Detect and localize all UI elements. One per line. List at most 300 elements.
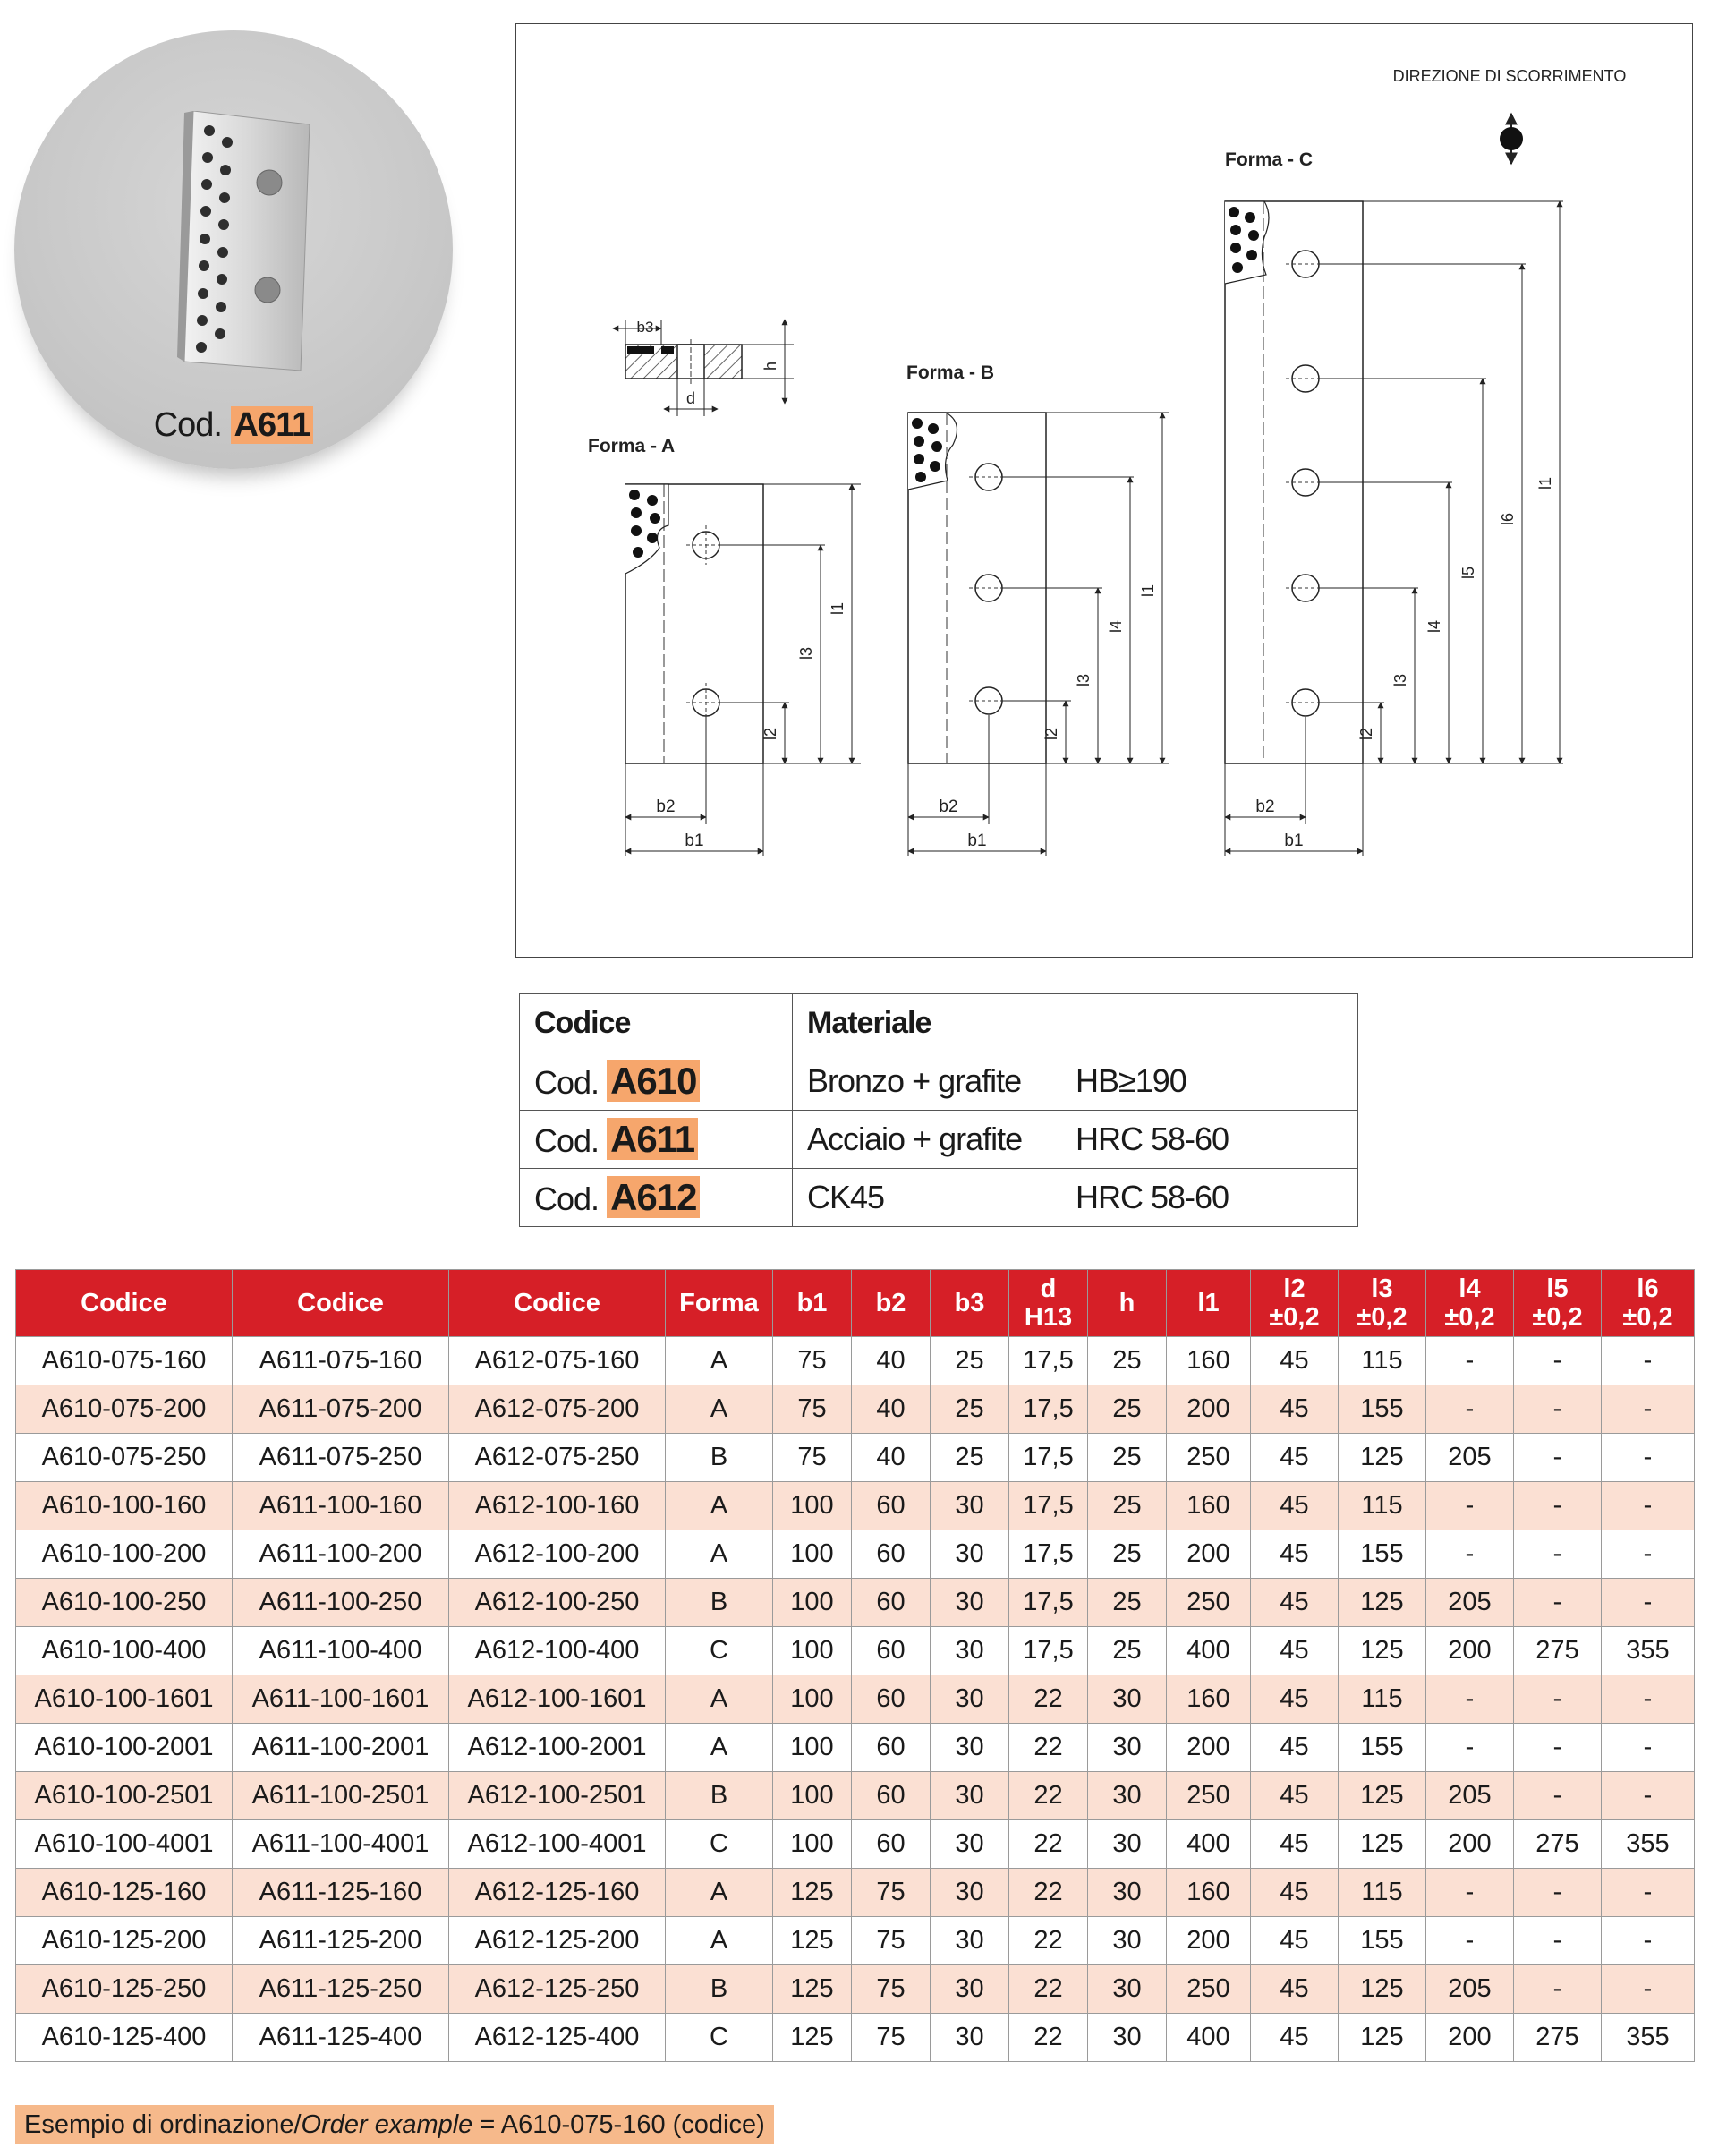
table-cell: 22 xyxy=(1009,1675,1088,1724)
table-cell: 160 xyxy=(1167,1337,1251,1385)
table-cell: 250 xyxy=(1167,1579,1251,1627)
form-a-title: Forma - A xyxy=(588,436,676,456)
table-cell: 60 xyxy=(852,1675,931,1724)
table-row xyxy=(16,1869,1695,1917)
table-cell: 60 xyxy=(852,1482,931,1530)
table-cell: 400 xyxy=(1167,1820,1251,1869)
table-cell: - xyxy=(1514,1530,1602,1579)
table-cell: 60 xyxy=(852,1530,931,1579)
table-cell: 115 xyxy=(1339,1869,1426,1917)
table-row xyxy=(16,1385,1695,1434)
table-header-text: l1 xyxy=(1197,1289,1220,1317)
table-cell: - xyxy=(1602,1482,1695,1530)
table-cell: 30 xyxy=(1088,2014,1167,2062)
table-cell: 200 xyxy=(1167,1530,1251,1579)
table-cell: 17,5 xyxy=(1009,1385,1088,1434)
table-header-text: Codice xyxy=(81,1289,167,1317)
table-row xyxy=(16,1434,1695,1482)
table-cell: 30 xyxy=(931,1820,1009,1869)
table-cell: - xyxy=(1602,1434,1695,1482)
table-cell: A610-100-250 xyxy=(16,1579,233,1627)
table-cell: - xyxy=(1602,1869,1695,1917)
table-cell: A612-100-4001 xyxy=(449,1820,666,1869)
table-cell: 125 xyxy=(773,1917,852,1965)
material-code-prefix: Cod. xyxy=(534,1122,600,1159)
table-cell: 30 xyxy=(931,1772,1009,1820)
table-cell: 22 xyxy=(1009,1724,1088,1772)
product-photo-disc xyxy=(14,30,453,469)
form-a-dim-b2: b2 xyxy=(656,797,676,816)
table-cell: 100 xyxy=(773,1482,852,1530)
table-cell: 250 xyxy=(1167,1772,1251,1820)
table-cell: 75 xyxy=(773,1337,852,1385)
table-cell: 25 xyxy=(931,1337,1009,1385)
order-example-label: Esempio di ordinazione/ xyxy=(24,2110,302,2139)
table-cell: - xyxy=(1514,1337,1602,1385)
table-header-cell xyxy=(852,1270,931,1337)
table-cell: 125 xyxy=(1339,1965,1426,2014)
table-header-cell xyxy=(1009,1270,1088,1337)
table-header-cell xyxy=(1088,1270,1167,1337)
section-view xyxy=(613,319,794,416)
table-cell: 125 xyxy=(1339,1820,1426,1869)
material-hardness: HRC 58-60 xyxy=(1076,1179,1229,1215)
table-cell: 115 xyxy=(1339,1482,1426,1530)
table-cell: 200 xyxy=(1167,1917,1251,1965)
table-cell: 100 xyxy=(773,1579,852,1627)
table-cell: A610-100-200 xyxy=(16,1530,233,1579)
table-cell: 25 xyxy=(1088,1434,1167,1482)
table-cell: A612-125-160 xyxy=(449,1869,666,1917)
technical-drawing xyxy=(515,23,1693,958)
table-header-text: ±0,2 xyxy=(1622,1303,1673,1332)
product-code: A611 xyxy=(231,406,314,444)
table-row xyxy=(16,1772,1695,1820)
table-cell: C xyxy=(666,2014,773,2062)
table-cell: 17,5 xyxy=(1009,1434,1088,1482)
table-cell: A611-125-250 xyxy=(233,1965,449,2014)
table-cell: A612-100-160 xyxy=(449,1482,666,1530)
table-cell: 125 xyxy=(1339,1772,1426,1820)
material-name: CK45 xyxy=(807,1179,885,1215)
table-cell: A xyxy=(666,1530,773,1579)
table-cell: 30 xyxy=(1088,1675,1167,1724)
table-cell: A612-125-250 xyxy=(449,1965,666,2014)
table-cell: 45 xyxy=(1251,1530,1339,1579)
table-header-cell xyxy=(1339,1270,1426,1337)
table-cell: - xyxy=(1514,1724,1602,1772)
table-cell: A611-075-160 xyxy=(233,1337,449,1385)
form-a-dim-b1: b1 xyxy=(685,831,704,850)
table-cell: A612-075-160 xyxy=(449,1337,666,1385)
table-cell: 155 xyxy=(1339,1917,1426,1965)
table-cell: 30 xyxy=(931,2014,1009,2062)
table-header-text: l3 xyxy=(1371,1274,1393,1303)
table-header-text: d xyxy=(1040,1274,1057,1303)
table-cell: 75 xyxy=(773,1385,852,1434)
table-cell: - xyxy=(1514,1675,1602,1724)
table-cell: 45 xyxy=(1251,1579,1339,1627)
table-cell: 60 xyxy=(852,1724,931,1772)
table-cell: 75 xyxy=(852,1869,931,1917)
table-cell: A610-100-1601 xyxy=(16,1675,233,1724)
table-cell: 22 xyxy=(1009,1869,1088,1917)
table-cell: 115 xyxy=(1339,1675,1426,1724)
table-row xyxy=(16,1820,1695,1869)
table-cell: 200 xyxy=(1167,1385,1251,1434)
table-cell: A611-125-200 xyxy=(233,1917,449,1965)
table-header-text: ±0,2 xyxy=(1357,1303,1408,1332)
form-b-dim-b1: b1 xyxy=(967,831,987,850)
material-row xyxy=(520,1111,1358,1169)
table-cell: 30 xyxy=(931,1917,1009,1965)
table-cell: 125 xyxy=(773,2014,852,2062)
table-header-text: ±0,2 xyxy=(1532,1303,1583,1332)
material-table xyxy=(519,993,1358,1227)
table-cell: 30 xyxy=(931,1579,1009,1627)
dim-b3: b3 xyxy=(636,319,654,336)
table-cell: 25 xyxy=(1088,1579,1167,1627)
material-code-cell xyxy=(520,1052,793,1111)
material-name: Acciaio + grafite xyxy=(807,1121,1023,1157)
table-cell: A610-075-250 xyxy=(16,1434,233,1482)
table-header-cell xyxy=(1426,1270,1514,1337)
material-cell xyxy=(793,1169,1358,1227)
table-cell: - xyxy=(1602,1579,1695,1627)
table-cell: 275 xyxy=(1514,1820,1602,1869)
table-cell: A611-100-400 xyxy=(233,1627,449,1675)
table-cell: 30 xyxy=(1088,1869,1167,1917)
table-cell: 30 xyxy=(931,1869,1009,1917)
table-cell: 40 xyxy=(852,1337,931,1385)
table-header-row xyxy=(16,1270,1695,1337)
table-cell: 125 xyxy=(1339,1627,1426,1675)
material-header-row xyxy=(520,994,1358,1052)
table-cell: 100 xyxy=(773,1627,852,1675)
table-cell: 25 xyxy=(1088,1482,1167,1530)
form-b-dim-l2: l2 xyxy=(1042,727,1060,740)
material-code: A611 xyxy=(607,1118,698,1160)
table-cell: 200 xyxy=(1426,2014,1514,2062)
table-row xyxy=(16,1482,1695,1530)
direction-arrow-icon xyxy=(1500,114,1523,164)
table-cell: 155 xyxy=(1339,1385,1426,1434)
form-c-dim-l2: l2 xyxy=(1357,727,1375,740)
table-cell: 45 xyxy=(1251,1675,1339,1724)
form-c-title: Forma - C xyxy=(1225,149,1314,170)
table-cell: 25 xyxy=(1088,1530,1167,1579)
table-cell: A612-100-250 xyxy=(449,1579,666,1627)
table-cell: 45 xyxy=(1251,1772,1339,1820)
direction-label: DIREZIONE DI SCORRIMENTO xyxy=(1392,67,1627,85)
dim-d: d xyxy=(685,389,696,407)
table-cell: A612-100-2501 xyxy=(449,1772,666,1820)
table-cell: A611-100-1601 xyxy=(233,1675,449,1724)
form-b-dim-l1: l1 xyxy=(1139,584,1157,597)
material-code-cell xyxy=(520,1111,793,1169)
table-cell: 60 xyxy=(852,1820,931,1869)
table-cell: 40 xyxy=(852,1385,931,1434)
form-b-dim-l4: l4 xyxy=(1107,619,1125,633)
material-cell xyxy=(793,1052,1358,1111)
table-cell: B xyxy=(666,1772,773,1820)
table-cell: - xyxy=(1514,1772,1602,1820)
table-row xyxy=(16,1627,1695,1675)
table-cell: 45 xyxy=(1251,1965,1339,2014)
table-header-cell xyxy=(773,1270,852,1337)
table-cell: 22 xyxy=(1009,1820,1088,1869)
table-cell: 355 xyxy=(1602,2014,1695,2062)
table-cell: 17,5 xyxy=(1009,1337,1088,1385)
table-cell: B xyxy=(666,1434,773,1482)
table-cell: 205 xyxy=(1426,1579,1514,1627)
table-cell: 25 xyxy=(1088,1337,1167,1385)
table-cell: A610-125-200 xyxy=(16,1917,233,1965)
form-c-dim-l4: l4 xyxy=(1425,619,1443,633)
table-row xyxy=(16,1917,1695,1965)
table-cell: 30 xyxy=(931,1724,1009,1772)
table-cell: - xyxy=(1602,1917,1695,1965)
table-cell: 155 xyxy=(1339,1724,1426,1772)
table-header-text: l5 xyxy=(1546,1274,1569,1303)
table-cell: 160 xyxy=(1167,1482,1251,1530)
material-code: A612 xyxy=(607,1176,700,1218)
table-cell: - xyxy=(1426,1675,1514,1724)
table-row xyxy=(16,2014,1695,2062)
table-cell: A612-100-200 xyxy=(449,1530,666,1579)
table-cell: - xyxy=(1426,1482,1514,1530)
table-cell: A xyxy=(666,1385,773,1434)
table-cell: 17,5 xyxy=(1009,1530,1088,1579)
table-cell: 17,5 xyxy=(1009,1482,1088,1530)
table-cell: - xyxy=(1514,1579,1602,1627)
table-cell: 45 xyxy=(1251,1869,1339,1917)
material-cell xyxy=(793,1111,1358,1169)
table-cell: - xyxy=(1602,1337,1695,1385)
table-cell: 75 xyxy=(773,1434,852,1482)
dimensions-table xyxy=(15,1269,1695,2062)
table-cell: 160 xyxy=(1167,1675,1251,1724)
table-cell: 30 xyxy=(1088,1965,1167,2014)
table-cell: - xyxy=(1602,1772,1695,1820)
table-cell: - xyxy=(1426,1385,1514,1434)
order-example-value: = A610-075-160 (codice) xyxy=(472,2110,765,2139)
table-cell: 45 xyxy=(1251,1917,1339,1965)
order-example xyxy=(15,2105,774,2144)
table-cell: 75 xyxy=(852,2014,931,2062)
table-cell: A612-100-400 xyxy=(449,1627,666,1675)
table-header-text: ±0,2 xyxy=(1444,1303,1495,1332)
table-cell: 250 xyxy=(1167,1965,1251,2014)
table-cell: A611-075-200 xyxy=(233,1385,449,1434)
table-cell: A611-100-160 xyxy=(233,1482,449,1530)
drawing-canvas xyxy=(516,24,1694,959)
table-cell: 60 xyxy=(852,1772,931,1820)
dim-h: h xyxy=(761,361,779,371)
table-header-cell xyxy=(233,1270,449,1337)
table-cell: 250 xyxy=(1167,1434,1251,1482)
table-header-text: ±0,2 xyxy=(1269,1303,1320,1332)
table-cell: - xyxy=(1426,1869,1514,1917)
table-cell: 155 xyxy=(1339,1530,1426,1579)
table-cell: 75 xyxy=(852,1965,931,2014)
form-c-dim-b2: b2 xyxy=(1255,797,1275,816)
table-cell: 200 xyxy=(1167,1724,1251,1772)
table-cell: 25 xyxy=(1088,1385,1167,1434)
table-cell: - xyxy=(1514,1385,1602,1434)
table-cell: A610-100-4001 xyxy=(16,1820,233,1869)
table-header-cell xyxy=(1514,1270,1602,1337)
plate-photo xyxy=(175,111,310,379)
form-a-dim-l3: l3 xyxy=(797,646,815,660)
table-cell: 45 xyxy=(1251,1337,1339,1385)
table-cell: - xyxy=(1602,1965,1695,2014)
table-body xyxy=(16,1337,1695,2062)
form-a-dim-l1: l1 xyxy=(829,601,846,615)
form-c-drawing xyxy=(1225,149,1563,856)
form-c-dim-l3: l3 xyxy=(1391,673,1409,686)
table-header-text: Codice xyxy=(514,1289,600,1317)
table-header-text: l6 xyxy=(1637,1274,1659,1303)
material-hardness: HRC 58-60 xyxy=(1076,1121,1229,1157)
table-cell: A xyxy=(666,1482,773,1530)
table-cell: A610-075-200 xyxy=(16,1385,233,1434)
table-cell: B xyxy=(666,1579,773,1627)
table-cell: A xyxy=(666,1917,773,1965)
product-code-label xyxy=(14,406,453,445)
table-header-cell xyxy=(1167,1270,1251,1337)
table-cell: A610-125-400 xyxy=(16,2014,233,2062)
table-cell: A610-125-250 xyxy=(16,1965,233,2014)
table-cell: 160 xyxy=(1167,1869,1251,1917)
table-cell: 22 xyxy=(1009,1965,1088,2014)
table-cell: A611-100-2501 xyxy=(233,1772,449,1820)
table-cell: A610-100-2001 xyxy=(16,1724,233,1772)
table-cell: 100 xyxy=(773,1820,852,1869)
table-cell: A611-100-2001 xyxy=(233,1724,449,1772)
table-cell: 355 xyxy=(1602,1627,1695,1675)
table-cell: - xyxy=(1602,1675,1695,1724)
form-b-dim-l3: l3 xyxy=(1075,673,1093,686)
table-cell: 355 xyxy=(1602,1820,1695,1869)
table-cell: 200 xyxy=(1426,1627,1514,1675)
table-header-cell xyxy=(1251,1270,1339,1337)
material-code-prefix: Cod. xyxy=(534,1064,600,1101)
table-cell: 30 xyxy=(1088,1724,1167,1772)
table-cell: - xyxy=(1514,1482,1602,1530)
table-cell: A611-100-200 xyxy=(233,1530,449,1579)
table-cell: 75 xyxy=(852,1917,931,1965)
table-cell: 115 xyxy=(1339,1337,1426,1385)
table-cell: 30 xyxy=(931,1482,1009,1530)
table-cell: - xyxy=(1426,1724,1514,1772)
product-code-prefix: Cod. xyxy=(153,406,222,444)
table-cell: 45 xyxy=(1251,1724,1339,1772)
table-cell: 100 xyxy=(773,1724,852,1772)
form-c-dim-b1: b1 xyxy=(1284,831,1304,850)
form-c-dim-l6: l6 xyxy=(1499,512,1517,525)
table-cell: 100 xyxy=(773,1530,852,1579)
material-hardness: HB≥190 xyxy=(1076,1062,1186,1099)
table-row xyxy=(16,1579,1695,1627)
table-cell: 45 xyxy=(1251,1434,1339,1482)
table-cell: A612-125-400 xyxy=(449,2014,666,2062)
table-cell: 45 xyxy=(1251,2014,1339,2062)
table-cell: 125 xyxy=(773,1869,852,1917)
material-row xyxy=(520,1052,1358,1111)
table-cell: - xyxy=(1514,1917,1602,1965)
form-b-dim-b2: b2 xyxy=(939,797,958,816)
table-cell: A612-100-1601 xyxy=(449,1675,666,1724)
table-row xyxy=(16,1965,1695,2014)
table-cell: C xyxy=(666,1820,773,1869)
table-cell: 275 xyxy=(1514,1627,1602,1675)
table-header-cell xyxy=(931,1270,1009,1337)
table-cell: 200 xyxy=(1426,1820,1514,1869)
table-cell: - xyxy=(1426,1530,1514,1579)
table-cell: 45 xyxy=(1251,1627,1339,1675)
table-cell: 205 xyxy=(1426,1434,1514,1482)
material-code-prefix: Cod. xyxy=(534,1180,600,1217)
table-cell: - xyxy=(1602,1530,1695,1579)
table-header-text: b1 xyxy=(796,1289,828,1317)
table-cell: 40 xyxy=(852,1434,931,1482)
form-c-dim-l5: l5 xyxy=(1459,566,1477,579)
table-cell: C xyxy=(666,1627,773,1675)
table-cell: - xyxy=(1426,1337,1514,1385)
table-header-text: H13 xyxy=(1024,1303,1073,1332)
order-example-label-italic: Order example xyxy=(301,2110,473,2139)
material-code: A610 xyxy=(607,1060,700,1102)
material-row xyxy=(520,1169,1358,1227)
table-cell: A612-075-200 xyxy=(449,1385,666,1434)
table-cell: A xyxy=(666,1724,773,1772)
table-header-cell xyxy=(666,1270,773,1337)
table-cell: A611-100-4001 xyxy=(233,1820,449,1869)
table-cell: 30 xyxy=(931,1965,1009,2014)
table-cell: 30 xyxy=(1088,1772,1167,1820)
table-row xyxy=(16,1724,1695,1772)
table-cell: - xyxy=(1514,1434,1602,1482)
table-cell: A610-075-160 xyxy=(16,1337,233,1385)
table-cell: 400 xyxy=(1167,1627,1251,1675)
table-cell: 17,5 xyxy=(1009,1627,1088,1675)
table-header-text: l2 xyxy=(1283,1274,1306,1303)
table-cell: 100 xyxy=(773,1675,852,1724)
table-cell: A xyxy=(666,1869,773,1917)
table-cell: - xyxy=(1602,1385,1695,1434)
table-header-text: Forma xyxy=(679,1289,759,1317)
table-header-text: b2 xyxy=(875,1289,906,1317)
material-code-cell xyxy=(520,1169,793,1227)
table-cell: 205 xyxy=(1426,1772,1514,1820)
table-cell: A610-100-160 xyxy=(16,1482,233,1530)
table-cell: 60 xyxy=(852,1627,931,1675)
table-cell: - xyxy=(1514,1965,1602,2014)
table-cell: 45 xyxy=(1251,1820,1339,1869)
table-cell: A611-075-250 xyxy=(233,1434,449,1482)
table-row xyxy=(16,1675,1695,1724)
form-a-drawing xyxy=(588,436,861,856)
table-cell: 25 xyxy=(931,1434,1009,1482)
table-cell: - xyxy=(1514,1869,1602,1917)
table-cell: 22 xyxy=(1009,1772,1088,1820)
table-cell: 17,5 xyxy=(1009,1579,1088,1627)
table-header-cell xyxy=(16,1270,233,1337)
table-cell: 100 xyxy=(773,1772,852,1820)
table-header-text: Codice xyxy=(297,1289,384,1317)
table-cell: 30 xyxy=(931,1627,1009,1675)
